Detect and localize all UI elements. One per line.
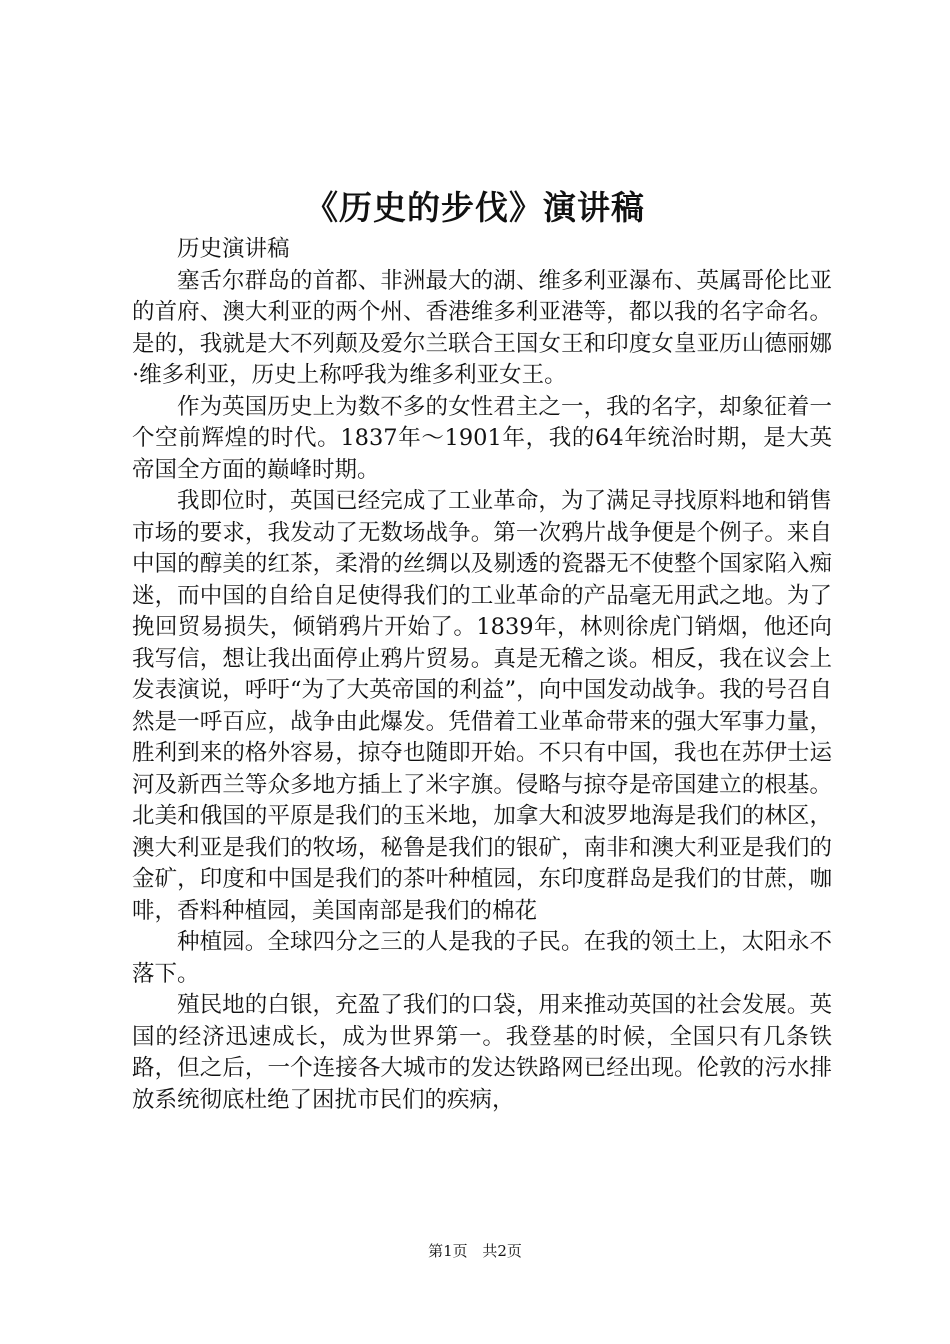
- document-title: 《历史的步伐》演讲稿: [305, 188, 645, 227]
- page-number: 第1页: [428, 1242, 468, 1260]
- document-body: [132, 234, 832, 1116]
- paragraph-empire: 种植园。全球四分之三的人是我的子民。在我的领土上，太阳永不落下。: [132, 929, 832, 987]
- paragraph-subtitle: 历史演讲稿: [177, 236, 290, 262]
- page-total: 共2页: [482, 1242, 522, 1260]
- paragraph-intro: 塞舌尔群岛的首都、非洲最大的湖、维多利亚瀑布、英属哥伦比亚的首府、澳大利亚的两个州、香港维多利亚港等，都以我的名字命名。是的，我就是大不列颠及爱尔兰联合王国女王和印度女皇亚历山德丽娜·维多利亚，历史上称呼我为维多利亚女王。: [132, 267, 832, 388]
- paragraph-wars: 我即位时，英国已经完成了工业革命，为了满足寻找原料地和销售市场的要求，我发动了无数场战争。第一次鸦片战争便是个例子。来自中国的醇美的红茶，柔滑的丝绸以及剔透的瓷器无不使整个国家陷入痴迷，而中国的自给自足使得我们的工业革命的产品毫无用武之地。为了挽回贸易损失，倾销鸦片开始了。1839年，林则徐虎门销烟，他还向我写信，想让我出面停止鸦片贸易。真是无稽之谈。相反，我在议会上发表演说，呼吁“为了大英帝国的利益”，向中国发动战争。我的号召自然是一呼百应，战争由此爆发。凭借着工业革命带来的强大军事力量，胜利到来的格外容易，掠夺也随即开始。不只有中国，我也在苏伊士运河及新西兰等众多地方插上了米字旗。侵略与掠夺是帝国建立的根基。北美和俄国的平原是我们的玉米地，加拿大和波罗地海是我们的林区，澳大利亚是我们的牧场，秘鲁是我们的银矿，南非和澳大利亚是我们的金矿，印度和中国是我们的茶叶种植园，东印度群岛是我们的甘蔗，咖啡，香料种植园，美国南部是我们的棉花: [132, 488, 832, 924]
- paragraph-era: 作为英国历史上为数不多的女性君主之一，我的名字，却象征着一个空前辉煌的时代。1837年～1901年，我的64年统治时期，是大英帝国全方面的巅峰时期。: [132, 393, 832, 483]
- paragraph-development: 殖民地的白银，充盈了我们的口袋，用来推动英国的社会发展。英国的经济迅速成长，成为世界第一。我登基的时候，全国只有几条铁路，但之后，一个连接各大城市的发达铁路网已经出现。伦敦的污水排放系统彻底杜绝了困扰市民们的疾病，: [132, 992, 832, 1113]
- page-footer: [0, 1241, 950, 1261]
